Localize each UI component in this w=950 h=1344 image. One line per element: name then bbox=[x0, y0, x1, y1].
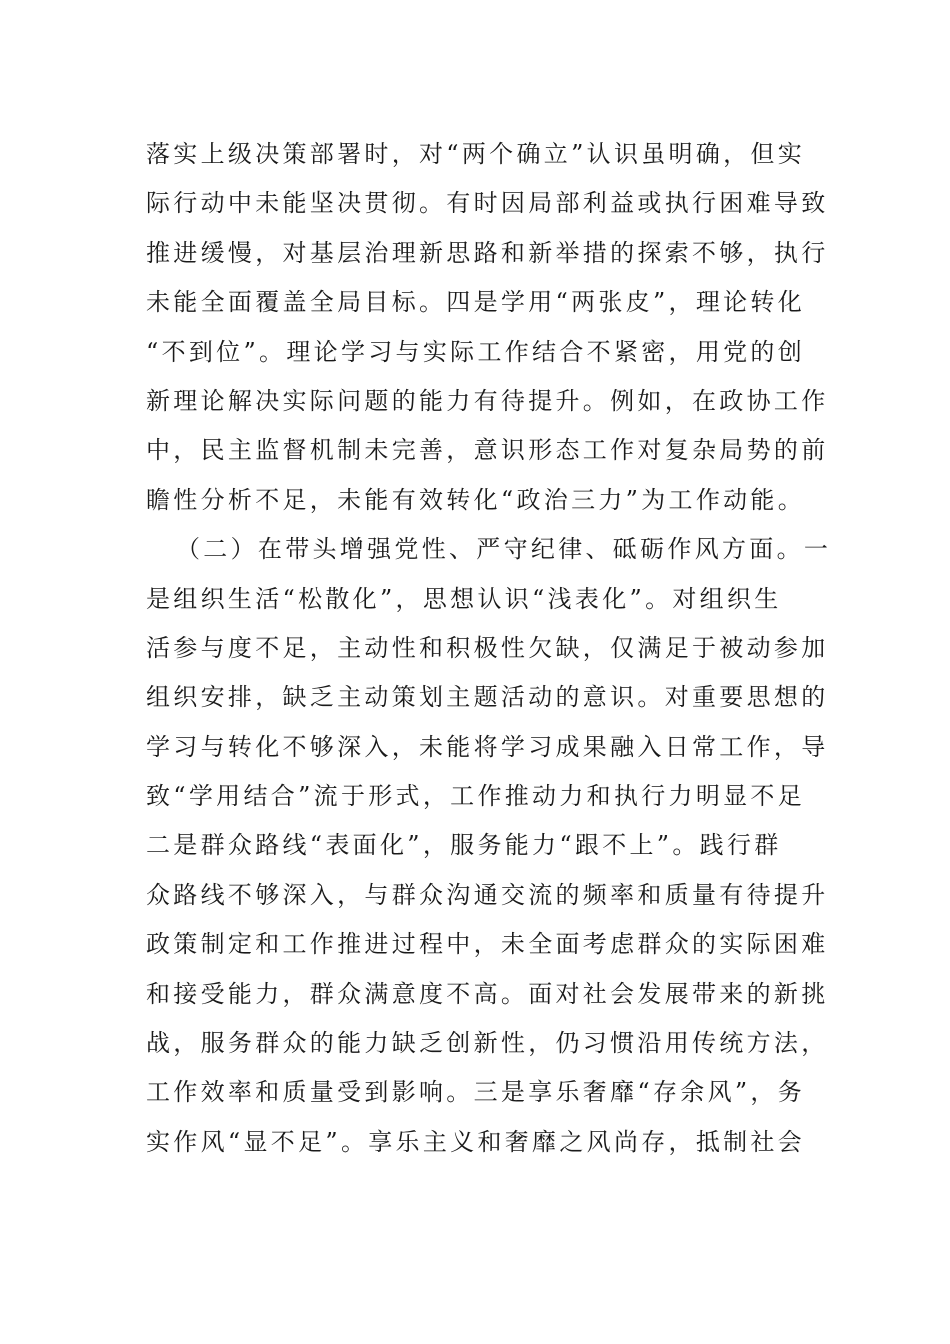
section-heading-line: （二）在带头增强党性、严守纪律、砥砺作风方面。一 bbox=[176, 535, 832, 564]
text-line: 组织安排，缺乏主动策划主题活动的意识。对重要思想的 bbox=[146, 683, 829, 712]
text-line: 新理论解决实际问题的能力有待提升。例如，在政协工作 bbox=[146, 386, 829, 415]
text-line: 众路线不够深入，与群众沟通交流的频率和质量有待提升 bbox=[146, 880, 829, 909]
document-body bbox=[146, 130, 832, 1167]
text-line: 瞻性分析不足，未能有效转化“政治三力”为工作动能。 bbox=[146, 485, 806, 514]
text-line: 致“学用结合”流于形式，工作推动力和执行力明显不足 bbox=[146, 782, 806, 811]
text-line: “不到位”。理论学习与实际工作结合不紧密，用党的创 bbox=[146, 337, 806, 366]
text-line: 实作风“显不足”。享乐主义和奢靡之风尚存，抵制社会 bbox=[146, 1127, 806, 1156]
text-line: 和接受能力，群众满意度不高。面对社会发展带来的新挑 bbox=[146, 979, 829, 1008]
text-line: 中，民主监督机制未完善，意识形态工作对复杂局势的前 bbox=[146, 436, 829, 465]
text-line: 政策制定和工作推进过程中，未全面考虑群众的实际困难 bbox=[146, 930, 829, 959]
text-line: 是组织生活“松散化”，思想认识“浅表化”。对组织生 bbox=[146, 584, 782, 613]
text-line: 学习与转化不够深入，未能将学习成果融入日常工作，导 bbox=[146, 732, 829, 761]
text-line: 战，服务群众的能力缺乏创新性，仍习惯沿用传统方法， bbox=[146, 1029, 829, 1058]
text-line: 未能全面覆盖全局目标。四是学用“两张皮”，理论转化 bbox=[146, 288, 806, 317]
text-line: 落实上级决策部署时，对“两个确立”认识虽明确，但实 bbox=[146, 140, 806, 168]
text-line: 二是群众路线“表面化”，服务能力“跟不上”。践行群 bbox=[146, 831, 782, 860]
text-line: 推进缓慢，对基层治理新思路和新举措的探索不够，执行 bbox=[146, 238, 829, 267]
text-line: 际行动中未能坚决贯彻。有时因局部利益或执行困难导致 bbox=[146, 189, 829, 218]
text-line: 活参与度不足，主动性和积极性欠缺，仅满足于被动参加 bbox=[146, 633, 829, 662]
text-line: 工作效率和质量受到影响。三是享乐奢靡“存余风”，务 bbox=[146, 1078, 806, 1107]
